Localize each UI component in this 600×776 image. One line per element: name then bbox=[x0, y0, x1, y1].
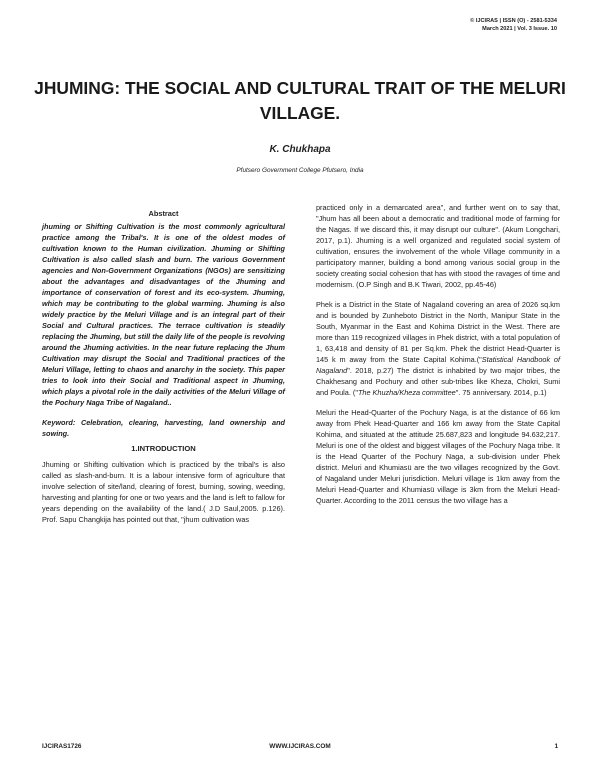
footer-page-number: 1 bbox=[554, 743, 558, 750]
author-name: K. Chukhapa bbox=[269, 144, 331, 155]
footer-website-link[interactable]: WWW.IJCIRAS.COM bbox=[269, 743, 331, 750]
body-paragraph-1: practiced only in a demarcated area", and further went on to say that, "Jhum has all been about a democratic and traditional mode of farming for the Nagas. If we discard this, it may disrupt our culture". (Akum Longchari, 2017, p.1). Jhuming is a well organized and regulated social system of cultivation, ensures the involvement of the whole Village community in a participatory manner, building a bond among various social group in the society creating social cohesion that has with stood the ravages of time and modernism. (O.P Singh and B.K Tiwari, 2002, pp.45-46) bbox=[316, 203, 560, 289]
para2-text-b: ". 2018, p.27) The district is inhabited by two major tribes, the Chakhesang and Pochury and other sub-tribes like Kheza, Chokri, Sumi and Poula. (" bbox=[316, 366, 560, 397]
keywords: Keyword: Celebration, clearing, harvesting, land ownership and sowing. bbox=[42, 418, 285, 438]
left-column bbox=[42, 208, 285, 534]
citation-khuzha-committee: The Khuzha/Kheza committee bbox=[357, 388, 456, 397]
abstract-heading: Abstract bbox=[148, 209, 179, 218]
body-paragraph-2 bbox=[316, 299, 560, 398]
journal-header bbox=[470, 17, 557, 33]
citation-statistical-handbook: Statistical Handbook of Nagaland bbox=[316, 355, 560, 375]
section-heading-introduction: 1.INTRODUCTION bbox=[131, 444, 196, 453]
right-column bbox=[316, 202, 560, 515]
author-affiliation: Pfutsero Government College Pfutsero, India bbox=[236, 167, 364, 174]
para2-text-a: Phek is a District in the State of Nagaland covering an area of 2026 sq.km and is bounded by Zunheboto District in the North, Manipur State in the South, Myanmar in the East and Kohima District in the West. There are more than 119 recognized villages in Phek district, with a total population of 1, 63,418 and density of 81 per Sq.km. Phek the district Head-Quarter is 145 k m away from the State Capital Kohima.(" bbox=[316, 300, 560, 364]
para2-text-c: ". 75 anniversary. 2014, p.1) bbox=[455, 388, 547, 397]
body-paragraph-3: Meluri the Head-Quarter of the Pochury Naga, is at the distance of 66 km away from Phek Head-Quarter and 166 km away from the State Capital Kohima, and situated at the attitude 25.687,823 and longitude 94.632,217. Meluri is one of the oldest and biggest villages of the Pochury Naga tribe. It is the Head Quarter of the Pochury Naga, a sub-division under Phek district. Meluri and Khumiasü are the two villages recognized by the Govt. of Nagaland under Meluri jurisdiction. Meluri village is 1km away from the Meluri Head-Quarter and Khumiasü village is 3km from the Meluri Head-Quarter. According to the 2011 census the two village has a bbox=[316, 408, 560, 505]
paper-title: JHUMING: THE SOCIAL AND CULTURAL TRAIT OF THE MELURI VILLAGE. bbox=[34, 78, 566, 123]
journal-issue: March 2021 | Vol. 3 Issue. 10 bbox=[482, 26, 557, 32]
journal-issn: © IJCIRAS | ISSN (O) - 2581-5334 bbox=[470, 18, 557, 24]
footer-paper-id: IJCIRAS1726 bbox=[42, 743, 82, 750]
abstract-body: jhuming or Shifting Cultivation is the most commonly agricultural practice among the Tribal's. It is one of the oldest modes of cultivation known to the Human civilization. Jhuming or Shifting Cultivation is also called slash and burn. The various Government agencies and Non-Government Organizations (NGOs) are sensitizing about the advantages and disadvantages of the Jhuming and importance of conservation of forest and its eco-system. Jhuming, which may be contributing to the global warming. Jhuming is also widely practice by the Meluri Village and is an integral part of their Social and Cultural practices. The terrace cultivation is steadily replacing the Jhuming, but still the daily life of the people is revolving around the Jhuming activities. In the near future replacing the Jhum Cultivation may disrupt the Social and Traditional practices of the Meluri Village, letting to chaos and anarchy in the society. This paper tries to look into their Social and Traditional aspect in Jhuming, which plays a pivotal role in the daily activities of the Meluri Village of the Pochury Naga Tribe of Nagaland.. bbox=[42, 222, 285, 407]
intro-paragraph-1: Jhuming or Shifting cultivation which is practiced by the tribal's is also called as slash-and-burn. It is a labour intensive form of agriculture that involve selection of site/land, clearing of forest, burning, sowing, weeding, harvesting and planting for one or two years and the land is left to fallow for years depending on the availability of the land.( J.D Saul,2005. p.126). Prof. Sapu Changkija has pointed out that, "jhum cultivation was bbox=[42, 460, 285, 524]
